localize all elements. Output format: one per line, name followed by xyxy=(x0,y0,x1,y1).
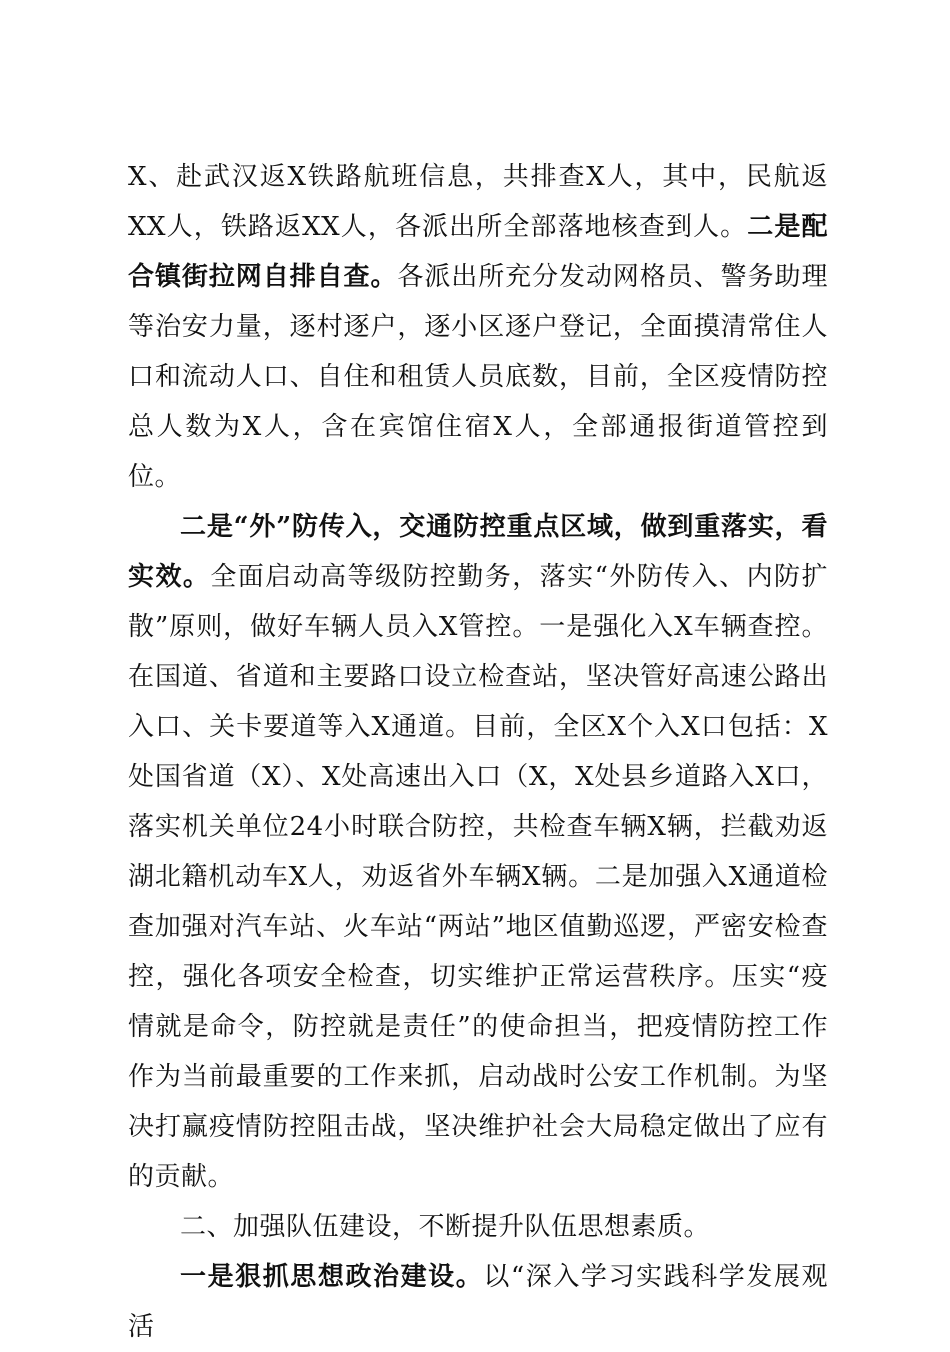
paragraph-2 xyxy=(128,502,828,1202)
section-heading xyxy=(128,1202,828,1252)
paragraph-4-bold-heading: 一是狠抓思想政治建设。 xyxy=(180,1262,484,1292)
paragraph-1-text: X、赴武汉返X铁路航班信息，共排查X人，其中，民航返XX人，铁路返XX人，各派出所全部落地核查到人。 xyxy=(128,162,828,242)
paragraph-4-text: 以“深入学习实践科学发展观活 xyxy=(128,1262,828,1342)
paragraph-4 xyxy=(128,1252,828,1352)
document-body xyxy=(128,152,828,1352)
paragraph-1-bold-heading: 二是配合镇街拉网自排自查。 xyxy=(128,212,828,292)
paragraph-1 xyxy=(128,152,828,502)
paragraph-2-bold-heading: 二是“外”防传入，交通防控重点区域，做到重落实，看实效。 xyxy=(128,512,828,592)
paragraph-1-text-continued: 各派出所充分发动网格员、警务助理等治安力量，逐村逐户，逐小区逐户登记，全面摸清常住人口和流动人口、自住和租赁人员底数，目前，全区疫情防控总人数为X人，含在宾馆住宿X人，全部通报街道管控到位。 xyxy=(128,262,828,492)
paragraph-2-text: 全面启动高等级防控勤务，落实“外防传入、内防扩散”原则，做好车辆人员入X管控。一是强化入X车辆查控。在国道、省道和主要路口设立检查站，坚决管好高速公路出入口、关卡要道等入X通道。目前，全区X个入X口包括：X处国省道（X）、X处高速出入口（X，X处县乡道路入X口，落实机关单位24小时联合防控，共检查车辆X辆，拦截劝返湖北籍机动车X人，劝返省外车辆X辆。二是加强入X通道检查加强对汽车站、火车站“两站”地区值勤巡逻，严密安检查控，强化各项安全检查，切实维护正常运营秩序。压实“疫情就是命令，防控就是责任”的使命担当，把疫情防控工作作为当前最重要的工作来抓，启动战时公安工作机制。为坚决打赢疫情防控阻击战，坚决维护社会大局稳定做出了应有的贡献。 xyxy=(128,562,828,1192)
section-heading-text: 二、加强队伍建设，不断提升队伍思想素质。 xyxy=(180,1212,711,1242)
